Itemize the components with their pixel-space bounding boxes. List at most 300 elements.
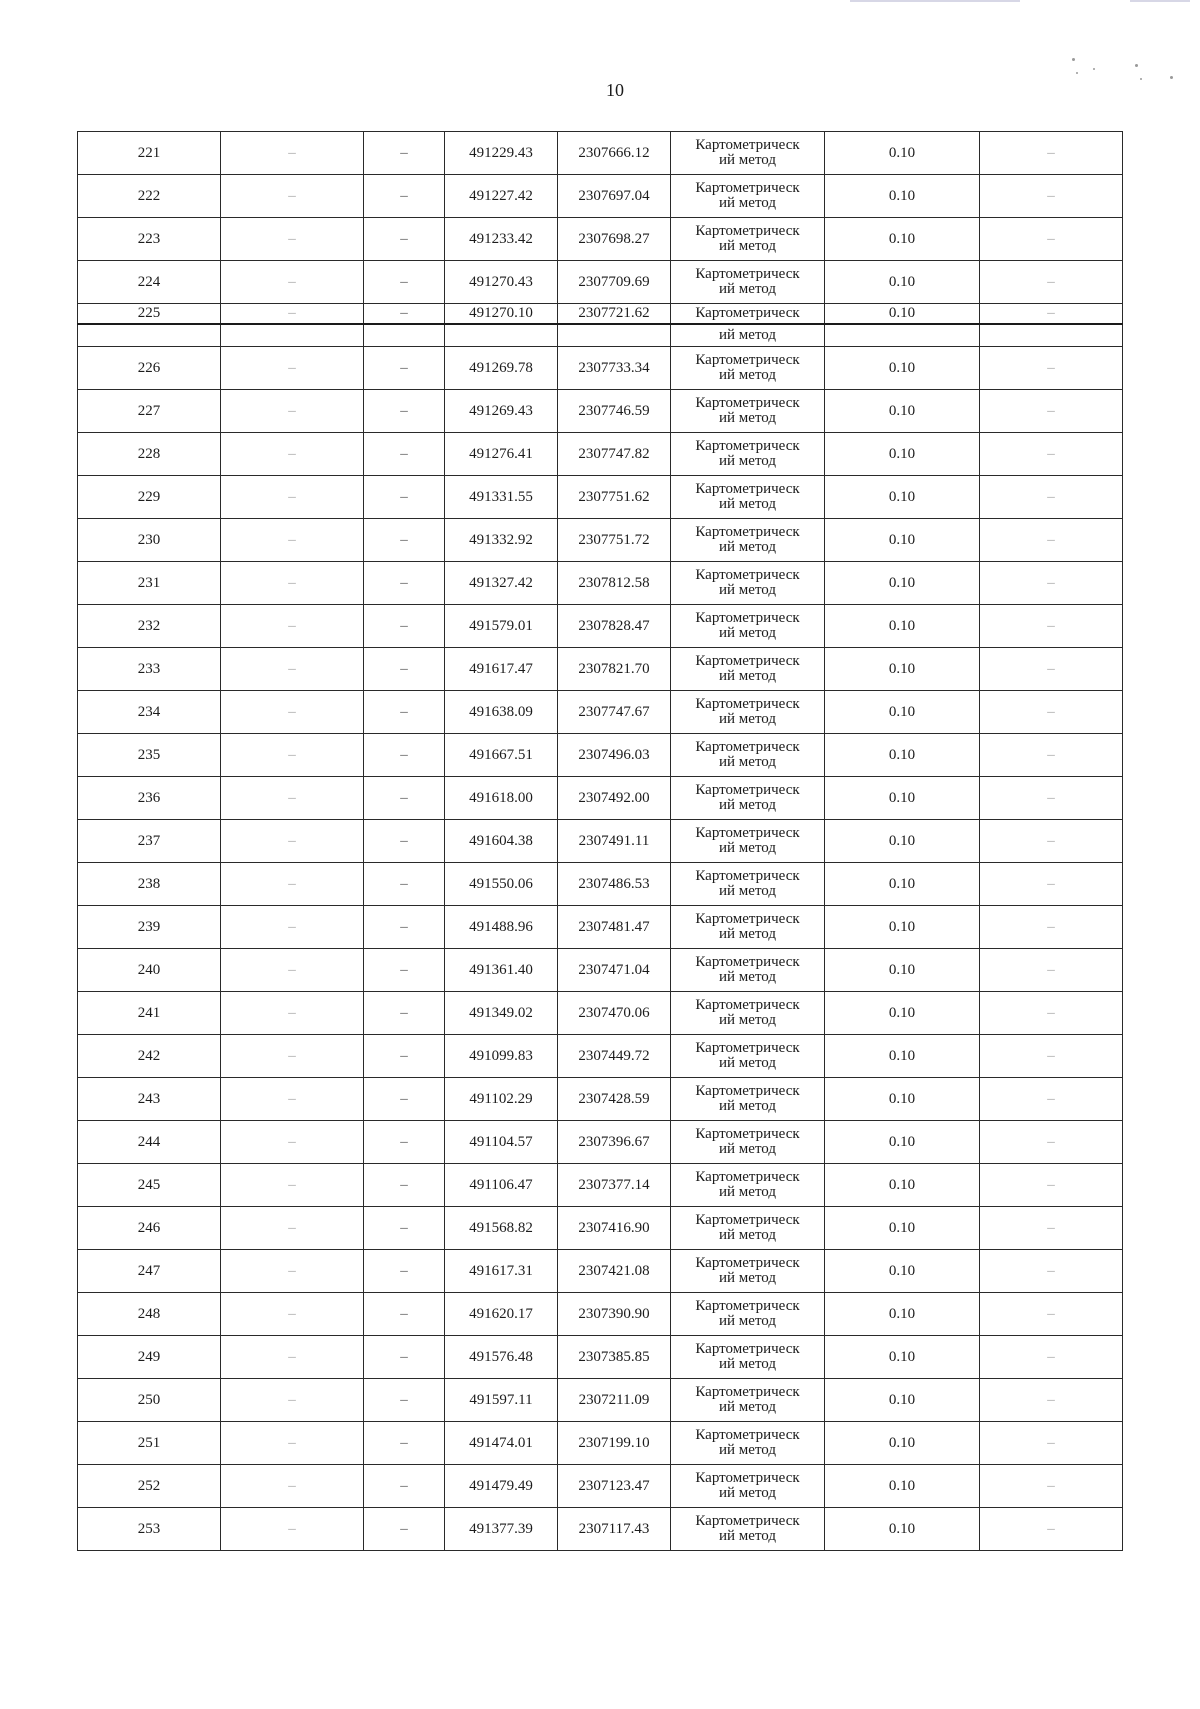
table-row [78, 562, 1123, 605]
point-number-cell: 221 [78, 132, 221, 175]
accuracy-cell: 0.10 [825, 1164, 980, 1207]
empty-value-cell: – [221, 1078, 364, 1121]
method-line: Картометрическ [695, 180, 800, 196]
empty-value-cell: – [980, 1035, 1123, 1078]
point-number-cell: 228 [78, 433, 221, 476]
method-line: Картометрическ [695, 1341, 800, 1357]
empty-cell [364, 324, 445, 347]
x-coordinate-cell: 491488.96 [445, 906, 558, 949]
method-line: ий метод [718, 668, 776, 684]
point-number-cell: 249 [78, 1336, 221, 1379]
empty-value-cell: – [364, 390, 445, 433]
empty-value-cell: – [221, 476, 364, 519]
y-coordinate-cell: 2307199.10 [558, 1422, 671, 1465]
method-line: Картометрическ [695, 524, 800, 540]
y-coordinate-cell: 2307385.85 [558, 1336, 671, 1379]
point-number-cell: 237 [78, 820, 221, 863]
empty-value-cell: – [221, 175, 364, 218]
empty-value-cell: – [364, 906, 445, 949]
method-cell [671, 390, 825, 433]
point-number-cell: 245 [78, 1164, 221, 1207]
table-row [78, 777, 1123, 820]
empty-value-cell: – [364, 1207, 445, 1250]
method-line: ий метод [718, 754, 776, 770]
accuracy-cell: 0.10 [825, 1207, 980, 1250]
empty-value-cell: – [364, 519, 445, 562]
method-cell [671, 132, 825, 175]
empty-value-cell: – [980, 648, 1123, 691]
table-row [78, 261, 1123, 304]
method-cell [671, 605, 825, 648]
method-cell [671, 347, 825, 390]
empty-value-cell: – [980, 992, 1123, 1035]
empty-value-cell: – [221, 347, 364, 390]
accuracy-cell: 0.10 [825, 562, 980, 605]
x-coordinate-cell: 491667.51 [445, 734, 558, 777]
method-line: Картометрическ [695, 481, 800, 497]
empty-value-cell: – [364, 691, 445, 734]
table-row [78, 1465, 1123, 1508]
empty-value-cell: – [221, 691, 364, 734]
empty-value-cell: – [364, 347, 445, 390]
empty-value-cell: – [364, 261, 445, 304]
method-cell [671, 1465, 825, 1508]
empty-value-cell: – [980, 1379, 1123, 1422]
empty-cell [980, 324, 1123, 347]
accuracy-cell: 0.10 [825, 1422, 980, 1465]
empty-value-cell: – [221, 605, 364, 648]
x-coordinate-cell: 491270.10 [445, 304, 558, 325]
empty-value-cell: – [980, 1465, 1123, 1508]
x-coordinate-cell: 491102.29 [445, 1078, 558, 1121]
method-cell [671, 648, 825, 691]
y-coordinate-cell: 2307828.47 [558, 605, 671, 648]
y-coordinate-cell: 2307709.69 [558, 261, 671, 304]
empty-cell [825, 324, 980, 347]
x-coordinate-cell: 491576.48 [445, 1336, 558, 1379]
empty-value-cell: – [364, 304, 445, 325]
table-row [78, 175, 1123, 218]
empty-value-cell: – [221, 433, 364, 476]
table-row [78, 734, 1123, 777]
accuracy-cell: 0.10 [825, 1121, 980, 1164]
point-number-cell: 244 [78, 1121, 221, 1164]
empty-value-cell: – [364, 1164, 445, 1207]
scan-speck [1072, 58, 1075, 61]
empty-value-cell: – [221, 1121, 364, 1164]
empty-value-cell: – [364, 562, 445, 605]
empty-value-cell: – [221, 992, 364, 1035]
table-row [78, 1508, 1123, 1551]
empty-value-cell: – [980, 691, 1123, 734]
method-line: ий метод [718, 1442, 776, 1458]
empty-value-cell: – [980, 519, 1123, 562]
method-cell [671, 691, 825, 734]
y-coordinate-cell: 2307492.00 [558, 777, 671, 820]
method-line: Картометрическ [695, 305, 800, 321]
table-body [78, 132, 1123, 1551]
table-row [78, 1336, 1123, 1379]
table-row [78, 218, 1123, 261]
scan-speck [1076, 72, 1078, 74]
table-row [78, 1250, 1123, 1293]
table-row [78, 906, 1123, 949]
method-line: ий метод [718, 1141, 776, 1157]
method-line: ий метод [718, 367, 776, 383]
empty-value-cell: – [980, 863, 1123, 906]
method-line: ий метод [718, 453, 776, 469]
table-row [78, 949, 1123, 992]
table-row [78, 476, 1123, 519]
table-row [78, 304, 1123, 325]
empty-value-cell: – [980, 1336, 1123, 1379]
y-coordinate-cell: 2307746.59 [558, 390, 671, 433]
scan-artifact-line [1130, 0, 1190, 2]
empty-cell [78, 324, 221, 347]
method-line: Картометрическ [695, 868, 800, 884]
point-number-cell: 246 [78, 1207, 221, 1250]
accuracy-cell: 0.10 [825, 949, 980, 992]
accuracy-cell: 0.10 [825, 261, 980, 304]
method-line: Картометрическ [695, 1384, 800, 1400]
empty-value-cell: – [364, 777, 445, 820]
empty-value-cell: – [221, 648, 364, 691]
empty-value-cell: – [364, 476, 445, 519]
empty-value-cell: – [980, 1121, 1123, 1164]
y-coordinate-cell: 2307211.09 [558, 1379, 671, 1422]
x-coordinate-cell: 491331.55 [445, 476, 558, 519]
point-number-cell: 250 [78, 1379, 221, 1422]
method-line: ий метод [718, 582, 776, 598]
x-coordinate-cell: 491099.83 [445, 1035, 558, 1078]
empty-value-cell: – [221, 863, 364, 906]
x-coordinate-cell: 491377.39 [445, 1508, 558, 1551]
x-coordinate-cell: 491229.43 [445, 132, 558, 175]
method-cell [671, 820, 825, 863]
method-cell [671, 734, 825, 777]
empty-value-cell: – [221, 1465, 364, 1508]
empty-value-cell: – [221, 261, 364, 304]
method-line: Картометрическ [695, 825, 800, 841]
point-number-cell: 248 [78, 1293, 221, 1336]
table-row [78, 347, 1123, 390]
method-line: Картометрическ [695, 1083, 800, 1099]
table-row [78, 1164, 1123, 1207]
method-cell [671, 476, 825, 519]
table-row [78, 1121, 1123, 1164]
empty-value-cell: – [221, 1207, 364, 1250]
method-line: ий метод [718, 539, 776, 555]
point-number-cell: 235 [78, 734, 221, 777]
x-coordinate-cell: 491276.41 [445, 433, 558, 476]
empty-value-cell: – [980, 906, 1123, 949]
y-coordinate-cell: 2307416.90 [558, 1207, 671, 1250]
method-cell [671, 1035, 825, 1078]
table-row [78, 1035, 1123, 1078]
empty-value-cell: – [980, 218, 1123, 261]
method-line: Картометрическ [695, 1427, 800, 1443]
empty-value-cell: – [364, 863, 445, 906]
method-line: Картометрическ [695, 782, 800, 798]
point-number-cell: 230 [78, 519, 221, 562]
y-coordinate-cell: 2307471.04 [558, 949, 671, 992]
method-line: Картометрическ [695, 223, 800, 239]
point-number-cell: 226 [78, 347, 221, 390]
method-line: ий метод [718, 1227, 776, 1243]
accuracy-cell: 0.10 [825, 175, 980, 218]
empty-value-cell: – [980, 390, 1123, 433]
method-line: ий метод [718, 1485, 776, 1501]
accuracy-cell: 0.10 [825, 347, 980, 390]
method-line: ий метод [718, 1270, 776, 1286]
empty-value-cell: – [980, 1078, 1123, 1121]
accuracy-cell: 0.10 [825, 1465, 980, 1508]
method-cell [671, 1121, 825, 1164]
y-coordinate-cell: 2307812.58 [558, 562, 671, 605]
point-number-cell: 239 [78, 906, 221, 949]
x-coordinate-cell: 491106.47 [445, 1164, 558, 1207]
y-coordinate-cell: 2307470.06 [558, 992, 671, 1035]
method-line: Картометрическ [695, 438, 800, 454]
table-row [78, 132, 1123, 175]
y-coordinate-cell: 2307396.67 [558, 1121, 671, 1164]
empty-value-cell: – [980, 820, 1123, 863]
y-coordinate-cell: 2307123.47 [558, 1465, 671, 1508]
accuracy-cell: 0.10 [825, 734, 980, 777]
accuracy-cell: 0.10 [825, 476, 980, 519]
empty-value-cell: – [980, 1293, 1123, 1336]
empty-value-cell: – [980, 1250, 1123, 1293]
x-coordinate-cell: 491104.57 [445, 1121, 558, 1164]
y-coordinate-cell: 2307486.53 [558, 863, 671, 906]
method-line: ий метод [718, 496, 776, 512]
method-cell [671, 1336, 825, 1379]
method-line: ий метод [718, 1055, 776, 1071]
y-coordinate-cell: 2307751.62 [558, 476, 671, 519]
method-line: ий метод [718, 711, 776, 727]
accuracy-cell: 0.10 [825, 605, 980, 648]
empty-value-cell: – [221, 820, 364, 863]
empty-value-cell: – [221, 1250, 364, 1293]
method-cell [671, 1293, 825, 1336]
method-cell [671, 863, 825, 906]
empty-value-cell: – [980, 132, 1123, 175]
empty-value-cell: – [221, 132, 364, 175]
empty-value-cell: – [980, 734, 1123, 777]
method-line: ий метод [718, 625, 776, 641]
accuracy-cell: 0.10 [825, 218, 980, 261]
empty-value-cell: – [364, 949, 445, 992]
accuracy-cell: 0.10 [825, 648, 980, 691]
method-line: ий метод [718, 1356, 776, 1372]
empty-value-cell: – [980, 347, 1123, 390]
empty-value-cell: – [364, 648, 445, 691]
method-line: Картометрическ [695, 1513, 800, 1529]
x-coordinate-cell: 491620.17 [445, 1293, 558, 1336]
accuracy-cell: 0.10 [825, 433, 980, 476]
table-row [78, 1379, 1123, 1422]
empty-value-cell: – [364, 132, 445, 175]
y-coordinate-cell: 2307747.82 [558, 433, 671, 476]
table-row-continuation [78, 324, 1123, 347]
empty-value-cell: – [221, 1336, 364, 1379]
empty-cell [558, 324, 671, 347]
y-coordinate-cell: 2307496.03 [558, 734, 671, 777]
empty-value-cell: – [364, 1422, 445, 1465]
accuracy-cell: 0.10 [825, 304, 980, 325]
table-row [78, 1293, 1123, 1336]
empty-value-cell: – [980, 175, 1123, 218]
method-line: Картометрическ [695, 1040, 800, 1056]
y-coordinate-cell: 2307377.14 [558, 1164, 671, 1207]
method-line: ий метод [718, 195, 776, 211]
empty-value-cell: – [364, 1508, 445, 1551]
table-row [78, 1207, 1123, 1250]
empty-value-cell: – [221, 1379, 364, 1422]
empty-value-cell: – [980, 949, 1123, 992]
empty-value-cell: – [364, 820, 445, 863]
method-cell [671, 1250, 825, 1293]
empty-cell [445, 324, 558, 347]
method-cell: ий метод [671, 324, 825, 347]
table-row [78, 691, 1123, 734]
method-line: Картометрическ [695, 1126, 800, 1142]
point-number-cell: 236 [78, 777, 221, 820]
method-cell [671, 992, 825, 1035]
accuracy-cell: 0.10 [825, 906, 980, 949]
accuracy-cell: 0.10 [825, 777, 980, 820]
method-line: Картометрическ [695, 739, 800, 755]
method-line: Картометрическ [695, 266, 800, 282]
table-row [78, 1422, 1123, 1465]
y-coordinate-cell: 2307481.47 [558, 906, 671, 949]
accuracy-cell: 0.10 [825, 1379, 980, 1422]
x-coordinate-cell: 491233.42 [445, 218, 558, 261]
x-coordinate-cell: 491550.06 [445, 863, 558, 906]
method-cell [671, 1422, 825, 1465]
y-coordinate-cell: 2307491.11 [558, 820, 671, 863]
point-number-cell: 252 [78, 1465, 221, 1508]
method-line: Картометрическ [695, 1169, 800, 1185]
method-line: Картометрическ [695, 352, 800, 368]
point-number-cell: 222 [78, 175, 221, 218]
empty-value-cell: – [221, 519, 364, 562]
point-number-cell: 251 [78, 1422, 221, 1465]
y-coordinate-cell: 2307733.34 [558, 347, 671, 390]
empty-value-cell: – [364, 1035, 445, 1078]
x-coordinate-cell: 491349.02 [445, 992, 558, 1035]
table-row [78, 519, 1123, 562]
method-line: ий метод [718, 969, 776, 985]
empty-value-cell: – [221, 304, 364, 325]
method-line: Картометрическ [695, 696, 800, 712]
point-number-cell: 227 [78, 390, 221, 433]
empty-value-cell: – [221, 1508, 364, 1551]
y-coordinate-cell: 2307698.27 [558, 218, 671, 261]
x-coordinate-cell: 491638.09 [445, 691, 558, 734]
y-coordinate-cell: 2307697.04 [558, 175, 671, 218]
accuracy-cell: 0.10 [825, 863, 980, 906]
empty-value-cell: – [980, 1164, 1123, 1207]
empty-value-cell: – [221, 734, 364, 777]
x-coordinate-cell: 491617.47 [445, 648, 558, 691]
x-coordinate-cell: 491227.42 [445, 175, 558, 218]
point-number-cell: 247 [78, 1250, 221, 1293]
empty-value-cell: – [364, 433, 445, 476]
method-line: Картометрическ [695, 954, 800, 970]
empty-value-cell: – [980, 777, 1123, 820]
method-cell [671, 1207, 825, 1250]
method-line: Картометрическ [695, 997, 800, 1013]
method-cell [671, 1508, 825, 1551]
x-coordinate-cell: 491597.11 [445, 1379, 558, 1422]
y-coordinate-cell: 2307428.59 [558, 1078, 671, 1121]
empty-value-cell: – [364, 1250, 445, 1293]
scan-artifact-line [850, 0, 1020, 2]
empty-value-cell: – [364, 175, 445, 218]
method-line: Картометрическ [695, 395, 800, 411]
accuracy-cell: 0.10 [825, 390, 980, 433]
empty-value-cell: – [364, 1379, 445, 1422]
method-line: Картометрическ [695, 1255, 800, 1271]
method-cell [671, 519, 825, 562]
x-coordinate-cell: 491269.78 [445, 347, 558, 390]
table-row [78, 1078, 1123, 1121]
method-line: ий метод [718, 152, 776, 168]
point-number-cell: 232 [78, 605, 221, 648]
y-coordinate-cell: 2307751.72 [558, 519, 671, 562]
x-coordinate-cell: 491568.82 [445, 1207, 558, 1250]
empty-value-cell: – [221, 218, 364, 261]
empty-value-cell: – [221, 949, 364, 992]
empty-value-cell: – [980, 433, 1123, 476]
y-coordinate-cell: 2307721.62 [558, 304, 671, 325]
method-line: ий метод [718, 926, 776, 942]
empty-value-cell: – [364, 734, 445, 777]
empty-cell [221, 324, 364, 347]
accuracy-cell: 0.10 [825, 992, 980, 1035]
method-cell [671, 1164, 825, 1207]
method-cell [671, 304, 825, 325]
point-number-cell: 253 [78, 1508, 221, 1551]
empty-value-cell: – [364, 992, 445, 1035]
x-coordinate-cell: 491618.00 [445, 777, 558, 820]
scan-speck [1170, 76, 1173, 79]
accuracy-cell: 0.10 [825, 1336, 980, 1379]
method-line: ий метод [718, 1313, 776, 1329]
table-row [78, 992, 1123, 1035]
point-number-cell: 224 [78, 261, 221, 304]
accuracy-cell: 0.10 [825, 132, 980, 175]
y-coordinate-cell: 2307666.12 [558, 132, 671, 175]
method-line: Картометрическ [695, 567, 800, 583]
point-number-cell: 225 [78, 304, 221, 325]
method-line: Картометрическ [695, 653, 800, 669]
accuracy-cell: 0.10 [825, 519, 980, 562]
empty-value-cell: – [980, 1422, 1123, 1465]
method-line: Картометрическ [695, 1212, 800, 1228]
method-line: ий метод [718, 1184, 776, 1200]
empty-value-cell: – [364, 218, 445, 261]
accuracy-cell: 0.10 [825, 1035, 980, 1078]
y-coordinate-cell: 2307449.72 [558, 1035, 671, 1078]
accuracy-cell: 0.10 [825, 1508, 980, 1551]
point-number-cell: 240 [78, 949, 221, 992]
scan-speck [1093, 68, 1095, 70]
accuracy-cell: 0.10 [825, 691, 980, 734]
method-line: ий метод [718, 410, 776, 426]
method-line: Картометрическ [695, 911, 800, 927]
